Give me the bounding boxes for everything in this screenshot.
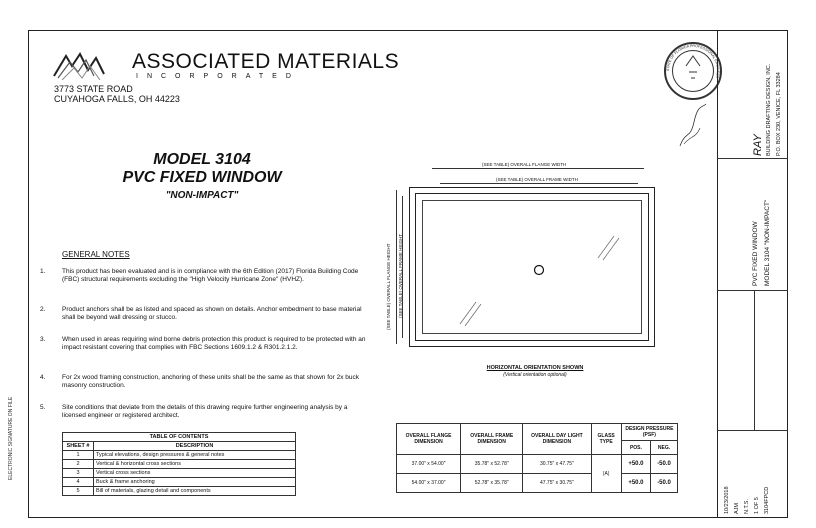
- drawn-by: AJM: [734, 503, 740, 514]
- toc-sheet: 2: [63, 460, 94, 469]
- toc-desc: Vertical cross sections: [94, 469, 296, 478]
- table-row: [397, 455, 678, 474]
- product-title: PVC FIXED WINDOW: [122, 169, 282, 186]
- cell-frame: 35.78" x 52.78": [461, 455, 523, 474]
- toc-row: [63, 451, 296, 460]
- cell-pos: +50.0: [621, 474, 650, 493]
- note-text: When used in areas requiring wind borne debris protection this product is required to be protected with an impact resistant covering that complies with FBC Sections 1609.1.2 & R301.2.1.2.: [62, 336, 366, 351]
- cell-neg: -50.0: [651, 455, 678, 474]
- toc-desc: Bill of materials, glazing detail and components: [94, 487, 296, 496]
- glass-reflection-icon: [422, 200, 642, 334]
- title-block-divider: [717, 290, 788, 291]
- firm-name: BUILDING DRAFTING DESIGN, INC.: [766, 63, 772, 156]
- drawing-number: 3104FPCD: [764, 486, 770, 514]
- side-stamp: ELECTRONIC SIGNATURE ON FILE: [8, 396, 14, 480]
- title-block-column-line: [754, 290, 755, 430]
- cell-flange: 37.00" x 54.00": [397, 455, 461, 474]
- header-pressure: DESIGN PRESSURE (PSF): [621, 424, 677, 441]
- header-frame: OVERALL FRAME DIMENSION: [461, 424, 523, 455]
- drawing-description-1: PVC FIXED WINDOW: [752, 221, 759, 286]
- flange-height-line: [396, 190, 397, 344]
- header-neg: NEG.: [651, 441, 678, 455]
- toc-sheet: 4: [63, 478, 94, 487]
- company-logo-icon: [52, 50, 128, 80]
- orientation-note: (Vertical orientation optional): [503, 372, 567, 378]
- sheet-number: 1 OF 5: [754, 497, 760, 514]
- header-daylight: OVERALL DAY LIGHT DIMENSION: [523, 424, 591, 455]
- note-number: 4.: [40, 374, 46, 381]
- note-number: 5.: [40, 404, 46, 411]
- toc-row: [63, 469, 296, 478]
- cell-pos: +50.0: [621, 455, 650, 474]
- rating-title: "NON-IMPACT": [165, 190, 239, 201]
- toc-sheet: 5: [63, 487, 94, 496]
- seal-ring-text: STATE OF FLORIDA PROFESSIONAL ENGINEER: [665, 43, 721, 79]
- company-subtitle: INCORPORATED: [136, 73, 300, 80]
- note-number: 3.: [40, 336, 46, 343]
- dimensions-table: [396, 423, 678, 493]
- address-line-2: CUYAHOGA FALLS, OH 44223: [54, 94, 180, 104]
- company-name: ASSOCIATED MATERIALS: [132, 50, 400, 73]
- address-line-1: 3773 STATE ROAD: [54, 84, 133, 94]
- frame-width-dimension: (SEE TABLE) OVERALL FRAME WIDTH: [496, 177, 578, 182]
- note-number: 1.: [40, 268, 46, 275]
- firm-address: P.O. BOX 230, VENICE, FL 33284: [776, 72, 782, 156]
- title-block-divider: [717, 158, 788, 159]
- signature-icon: [676, 100, 712, 150]
- company-address: [54, 84, 180, 104]
- header-pos: POS.: [621, 441, 650, 455]
- cell-flange: 54.00" x 37.00": [397, 474, 461, 493]
- table-row: [397, 474, 678, 493]
- toc-sheet: 1: [63, 451, 94, 460]
- engineer-signature-name: RAY: [752, 134, 764, 156]
- toc-row: [63, 460, 296, 469]
- toc-desc: Buck & frame anchoring: [94, 478, 296, 487]
- toc-sheet: 3: [63, 469, 94, 478]
- orientation-label: HORIZONTAL ORIENTATION SHOWN: [486, 365, 584, 371]
- flange-width-line: [432, 168, 644, 169]
- header-flange: OVERALL FLANGE DIMENSION: [397, 424, 461, 455]
- toc-col-sheet: SHEET #: [63, 442, 94, 451]
- toc-row: [63, 487, 296, 496]
- table-of-contents: [62, 432, 296, 496]
- frame-width-line: [440, 183, 638, 184]
- flange-height-dimension: (SEE TABLE) OVERALL FLANGE HEIGHT: [386, 243, 391, 330]
- toc-desc: Vertical & horizontal cross sections: [94, 460, 296, 469]
- cell-neg: -50.0: [651, 474, 678, 493]
- drawing-date: 10/23/2018: [724, 486, 730, 514]
- cell-daylight: 30.75" x 47.75": [523, 455, 591, 474]
- cell-daylight: 47.75" x 30.75": [523, 474, 591, 493]
- model-title: MODEL 3104: [153, 151, 251, 168]
- drawing-scale: N.T.S.: [744, 499, 750, 514]
- cell-frame: 52.78" x 35.78": [461, 474, 523, 493]
- note-text: Product anchors shall be as listed and spaced as shown on details. Anchor embedment to base material shall be beyond wall dressing or stucco.: [62, 306, 362, 321]
- note-text: This product has been evaluated and is in compliance with the 6th Edition (2017) Florida Building Code (FBC) structural requirements excluding the "High Velocity Hurricane Zone" (HVHZ).: [62, 268, 359, 283]
- general-notes-heading: GENERAL NOTES: [62, 250, 130, 259]
- flange-width-dimension: (SEE TABLE) OVERALL FLANGE WIDTH: [482, 162, 567, 167]
- seal-ring-icon: [664, 42, 722, 100]
- note-text: For 2x wood framing construction, anchoring of these units shall be the same as that shown for 2x buck masonry construction.: [62, 374, 359, 389]
- title-block-divider: [717, 430, 788, 431]
- frame-height-dimension: (SEE TABLE) OVERALL FRAME HEIGHT: [398, 233, 403, 318]
- cell-glass: (A): [591, 455, 621, 493]
- header-glass: GLASS TYPE: [591, 424, 621, 455]
- note-text: Site conditions that deviate from the details of this drawing require further engineering analysis by a licensed engineer or registered architect.: [62, 404, 348, 419]
- toc-col-description: DESCRIPTION: [94, 442, 296, 451]
- svg-text:STATE OF FLORIDA PROFESSIONAL: [666, 44, 720, 79]
- toc-desc: Typical elevations, design pressures & general notes: [94, 451, 296, 460]
- toc-row: [63, 478, 296, 487]
- drawing-description-2: MODEL 3104 "NON-IMPACT": [764, 199, 771, 286]
- toc-title: TABLE OF CONTENTS: [63, 433, 296, 442]
- note-number: 2.: [40, 306, 46, 313]
